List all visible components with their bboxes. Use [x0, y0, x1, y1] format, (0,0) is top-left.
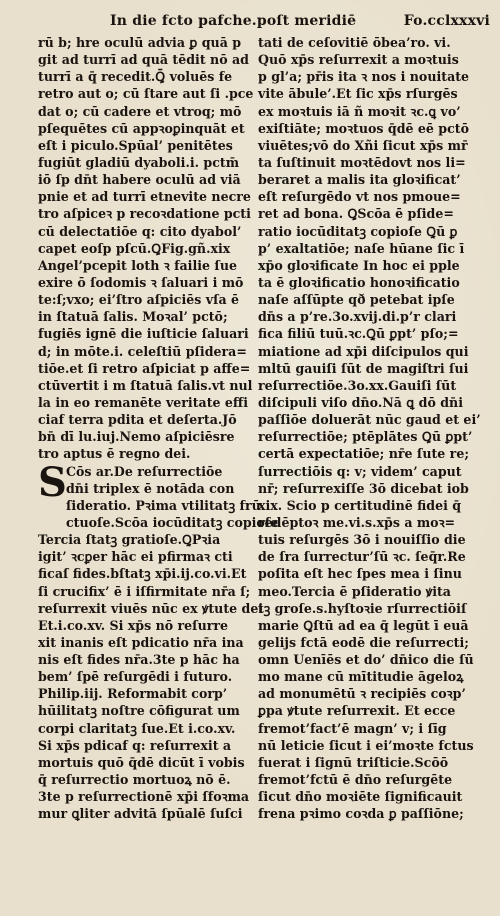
text-line: ſideratio. Pꝛima vtilitatꝫ frū — [66, 497, 261, 513]
text-line: Angel’pcepit loth ꝛ failie ſue — [38, 257, 238, 273]
text-line: diſcipuli viſo dn̄o.Nā ꝗ dō dn̄i — [258, 394, 463, 410]
left-column-block-c — [38, 531, 264, 822]
text-line: ꝑpa ꝟtute reſurrexit. Et ecce — [258, 703, 456, 719]
text-line: ad monumētū ꝛ recipiēs coꝛp’ — [258, 686, 466, 702]
text-line: p gl’a; pr̄is ita ꝛ nos i nouitate — [258, 69, 470, 85]
text-line: eſt i piculo.Spūal’ penitētes — [38, 137, 233, 153]
text-line: bn̄ dī lu.iuj.Nemo aſpiciēsre — [38, 429, 235, 445]
text-line: pnie et ad turrī etnevite necre — [38, 189, 251, 205]
text-line: fuerat i ſignū triſticie.Scōō — [258, 754, 449, 770]
text-line: ta ſuſtinuit moꝛtēdovt nos li= — [258, 154, 466, 170]
text-line: reſurrectiōe.3o.xx.Gauiſi ſūt — [258, 377, 457, 393]
text-line: tꝫ groſe.s.hyſtoꝛie rſurrectiōiſ — [258, 600, 467, 616]
text-line: redēptoꝛ me.vi.s.xp̄s a moꝛ= — [258, 514, 456, 530]
text-line: q̄ reſurrectio mortuoꝝ nō ē. — [38, 772, 231, 788]
text-line: bem’ ſpē reſurgēdi i futuro. — [38, 669, 233, 685]
text-line: fica filiū tuū.ꝛc.Ꝗū ꝑpt’ pſo;= — [258, 326, 459, 342]
text-line: fugiēs ignē die iuſticie ſaluari — [38, 326, 249, 342]
text-line: capet eoſp pſcū.ꝖFig.gñ.xix — [38, 240, 231, 256]
text-line: omn Uenīēs et do’ dn̄ico die ſū — [258, 652, 474, 668]
text-line: xit inanis eſt pdicatio nr̄a ina — [38, 634, 244, 650]
text-line: ctūvertit i m ſtatuā ſalis.vt nul — [38, 377, 253, 393]
text-line: rū b; hre oculū advia ꝑ quā p — [38, 35, 242, 50]
text-line: xix. Scio p certitudinē fidei q̄ — [258, 497, 462, 513]
text-line: viuētes;vō do Xñi ſicut xp̄s mr̄ — [258, 137, 468, 153]
text-line: p’ exaltatiōe; naſe hūane ſic ī — [258, 240, 465, 256]
text-line: nr̄; reſurrexiſſe 3ō dicebat iob — [258, 480, 469, 496]
text-line: fremot’fact’ē magn’ v; i ſīg — [258, 720, 447, 736]
text-line: Cōs ar.De reſurrectiōe — [66, 463, 223, 479]
text-line: marie Ꝗſtū ad ea q̄ legūt ī euā — [258, 617, 469, 633]
text-line: reſurrectiōe; ptēplātes Ꝗū ꝑpt’ — [258, 429, 473, 445]
text-line: frena pꝛimo coꝛda ꝑ paſſiōne; — [258, 806, 464, 822]
text-line: miatione ad xp̄i diſcipulos qui — [258, 343, 469, 359]
text-line: tuis reſurgēs 3ō i nouiſſio die — [258, 532, 466, 548]
text-line: ratio iocūditatꝫ copioſe Ꝗū ꝑ — [258, 223, 458, 239]
text-line: turrī a q̄ recedit.Ꝗ̄ voluēs fe — [38, 69, 233, 85]
left-column-block-b — [66, 463, 278, 532]
left-column-block-a — [38, 34, 252, 463]
text-line: vite ābule’.Et ſic xp̄s rſurgēs — [258, 86, 458, 102]
right-column-block — [258, 34, 490, 822]
text-line: naſe aſſūpte qð petebat ipſe — [258, 292, 455, 308]
running-head — [110, 10, 490, 32]
text-line: git ad turrī ad quā tēdit nō ad — [38, 52, 249, 68]
text-line: te:ſ;vxo; ei’ſtro aſpiciēs vſa ē — [38, 292, 240, 308]
text-line: ſi crucifix’ ē i iſfirmitate nr̄a ſ; — [38, 583, 251, 599]
paragraph-with-initial — [38, 458, 279, 532]
text-line: beraret a malis ita gloꝛificat’ — [258, 172, 461, 188]
text-line: cū delectatiōe q: cito dyabol’ — [38, 223, 242, 239]
text-line: in ſtatuā ſalis. Moꝛal’ pctō; — [38, 309, 228, 325]
text-line: gelijs fctā eodē die reſurrecti; — [258, 634, 469, 650]
text-line: nis eſt fides nr̄a.3te p hāc ha — [38, 652, 240, 668]
text-line: Et.i.co.xv. Si xp̄s nō reſurre — [38, 617, 229, 633]
decorated-initial: S — [38, 458, 67, 506]
text-line: mltū gauiſi ſūt de magiſtri ſui — [258, 360, 469, 376]
left-text-column — [38, 34, 279, 906]
text-line: mo mane cū mītitudie āgeloꝝ — [258, 669, 464, 685]
text-line: d; in mōte.i. celeſtiū pſidera= — [38, 343, 247, 359]
text-line: exiſtiāte; moꝛtuos q̄dē eē pctō — [258, 120, 469, 136]
text-line: mur ꝗliter advitā ſpūalē ſuſci — [38, 806, 243, 822]
text-line: fremot’fctū ē dn̄o reſurgēte — [258, 772, 453, 788]
text-line: reſurrexit viuēs nūc ex ꝟtute dei — [38, 600, 264, 616]
text-line: ciaf terra pdita et deſerta.Jō — [38, 412, 237, 428]
text-line: certā expectatiōe; nr̄e ſute re; — [258, 446, 469, 462]
text-line: eſt reſurgēdo vt nos pmoue= — [258, 189, 461, 205]
text-line: poſita eſt hec ſpes mea i ſinu — [258, 566, 462, 582]
text-line: xp̄o gloꝛificate In hoc ei pple — [258, 257, 460, 273]
text-line: tro aptus ē regno dei. — [38, 446, 191, 462]
text-line: tiōe.et ſi retro aſpiciat p affe= — [38, 360, 251, 376]
text-line: paſſiōe doluerāt nūc gaud et ei’ — [258, 412, 481, 428]
text-line: Quō xp̄s reſurrexit a moꝛtuis — [258, 52, 459, 68]
running-head-title: In die fcto pafche.poſt meridiē — [110, 13, 357, 29]
text-line: dn̄i triplex ē notāda con — [66, 480, 235, 496]
text-line: ſurrectiōis q: v; videm’ caput — [258, 463, 462, 479]
text-line: tati de ceſovitiē ōbea’ro. vi. — [258, 35, 451, 50]
text-line: fugiūt gladiū dyaboli.i. pctm̄ — [38, 154, 240, 170]
folio-number: Fo.cclxxxvi — [403, 13, 490, 29]
text-line: retro aut o; cū ſtare aut ſi .pce — [38, 86, 254, 102]
text-line: 3te p reſurrectionē xp̄i ſfoꝛma — [38, 789, 250, 805]
text-line: dat o; cū cadere et vtroq; mō — [38, 103, 242, 119]
text-line: meo.Tercia ē pſideratio ꝟita — [258, 583, 451, 599]
text-line: ficaſ fides.bſtatꝫ xp̄i.ij.co.vi.Et — [38, 566, 247, 582]
text-line: ſicut dn̄o moꝛiēte ſignificauit — [258, 789, 463, 805]
text-line: ctuoſe.Scōa iocūditatꝫ copioſe — [66, 514, 279, 530]
text-line: de ſra ſurrectur’ſū ꝛc. ſeq̄r.Re — [258, 549, 466, 565]
text-line: la in eo remanēte veritate effi — [38, 394, 249, 410]
text-line: Philip.iij. Reformabit corp’ — [38, 686, 228, 702]
text-line: tro aſpiceꝛ p recoꝛdatione pcti — [38, 206, 251, 222]
text-line: corpi claritatꝫ ſue.Et i.co.xv. — [38, 720, 236, 736]
text-line: ta ē gloꝛificatio honoꝛificatio — [258, 274, 460, 290]
text-line: Si xp̄s pdicaf q: reſurrexit a — [38, 737, 232, 753]
text-line: iō ſp dn̄t habere oculū ad viā — [38, 172, 241, 188]
text-line: dn̄s a p’re.3o.xvij.di.p’r clari — [258, 309, 457, 325]
text-line: ex moꝛtuis iā ñ moꝛit ꝛc.ꝗ vo’ — [258, 103, 461, 119]
text-line: exire ō ſodomis ꝛ ſaluari i mō — [38, 274, 244, 290]
text-line: ret ad bona. ꝖScōa ē pſide= — [258, 206, 454, 222]
text-line: Tercia ſtatꝫ gratioſe.ꝖPꝛia — [38, 532, 221, 548]
text-line: hūilitatꝫ noſtre cōfigurat um — [38, 703, 240, 719]
text-line: pſequētes cū appꝛoꝑinquāt et — [38, 120, 245, 136]
text-line: mortuis quō q̄dē dicūt ī vobis — [38, 754, 245, 770]
text-line: nū leticie ſicut i ei’moꝛte fctus — [258, 737, 474, 753]
right-text-column — [258, 34, 490, 906]
text-line: igit’ ꝛcꝑer hāc ei pfirmaꝛ cti — [38, 549, 233, 565]
